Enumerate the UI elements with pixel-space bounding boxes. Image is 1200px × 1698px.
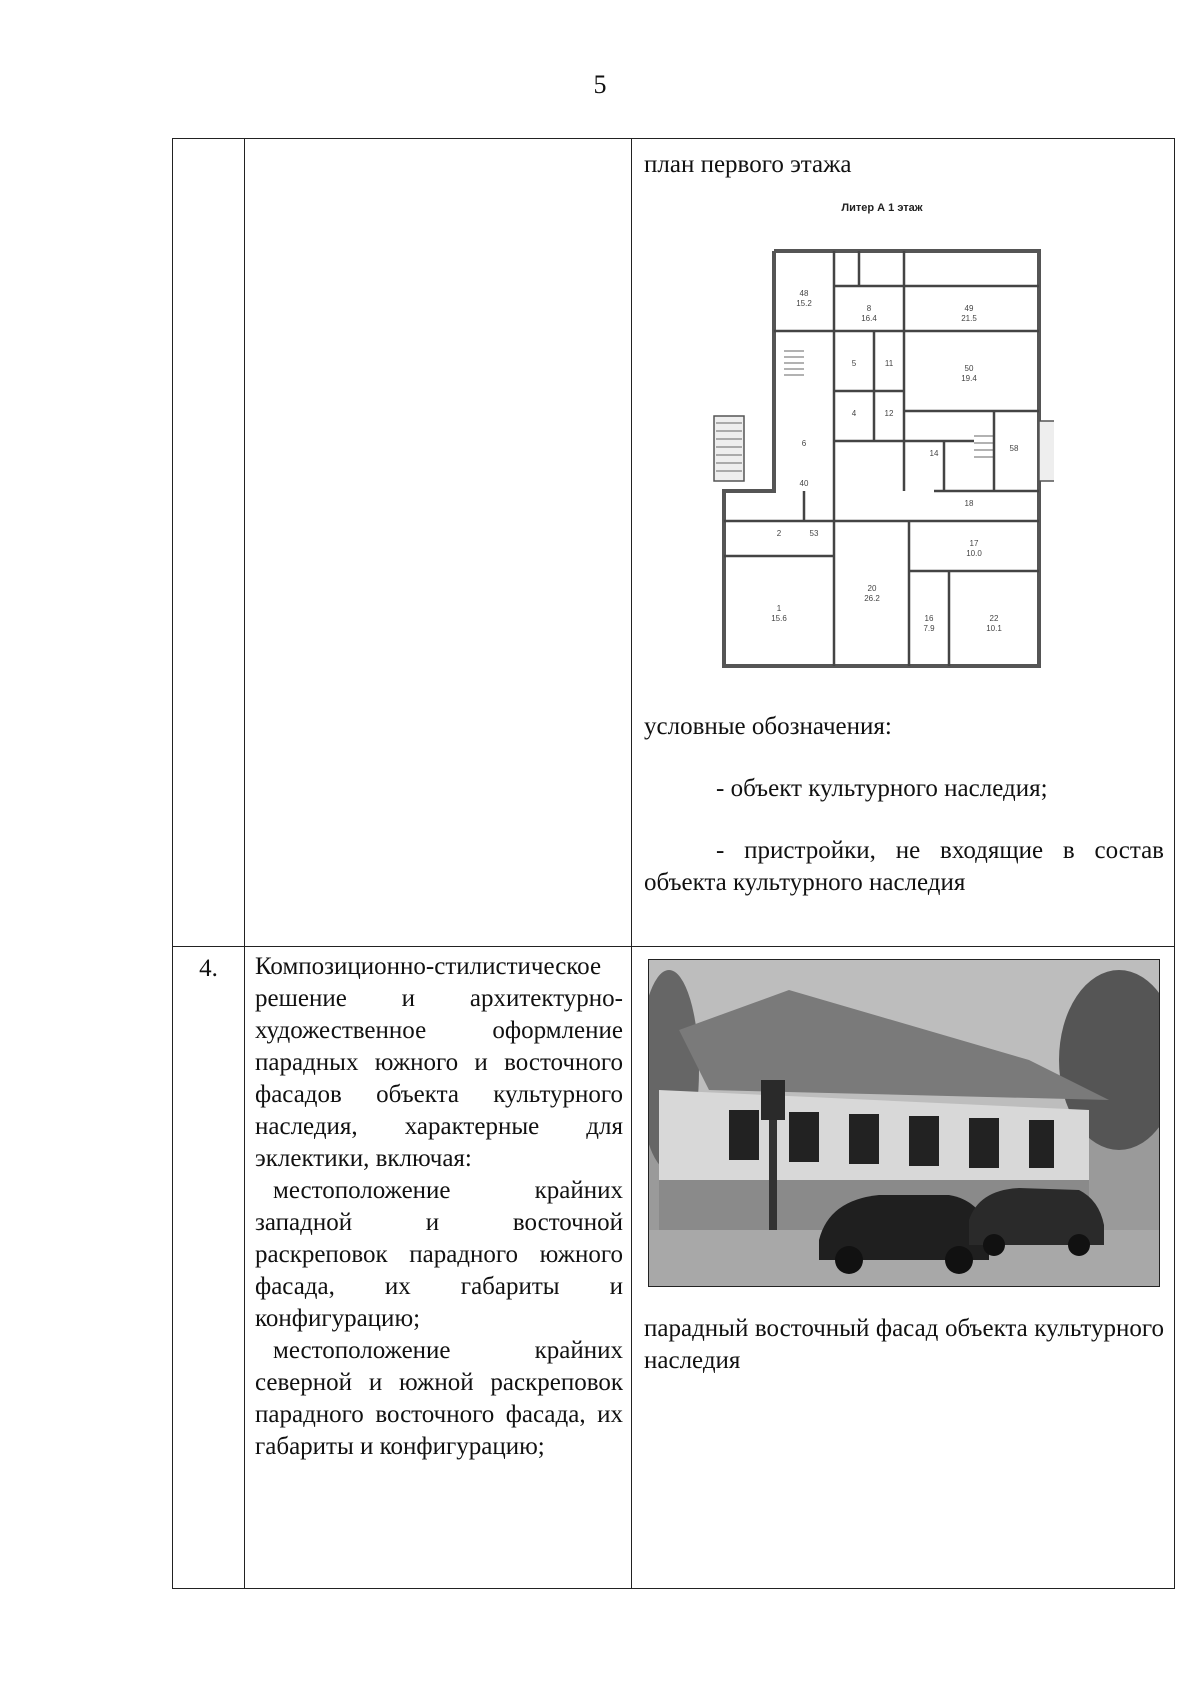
- criteria-item-east-facade: местоположение крайних северной и южной раскреповок парадного восточного фасада, их габариты и конфигурацию;: [255, 1337, 623, 1460]
- svg-text:50: 50: [964, 364, 974, 373]
- svg-text:1: 1: [776, 604, 782, 613]
- svg-text:19.4: 19.4: [961, 374, 977, 383]
- table-row: [173, 139, 1175, 947]
- svg-text:7.9: 7.9: [923, 624, 935, 633]
- svg-text:20: 20: [867, 584, 877, 593]
- svg-text:8: 8: [866, 304, 872, 313]
- svg-text:21.5: 21.5: [961, 314, 977, 323]
- svg-text:11: 11: [884, 359, 894, 368]
- number-cell-empty: [173, 139, 245, 947]
- svg-text:15.6: 15.6: [771, 614, 787, 623]
- svg-text:10.1: 10.1: [986, 624, 1002, 633]
- svg-text:12: 12: [884, 409, 894, 418]
- criteria-intro: Композиционно-стилистическое решение и архитектурно-художественное оформление парадных южного и восточного фасадов объекта культурного наследия, характерные для эклектики, включая:: [255, 953, 623, 1172]
- legend-item-heritage: - объект культурного наследия;: [716, 775, 1048, 802]
- plan-cell: [632, 139, 1175, 947]
- svg-text:16: 16: [924, 614, 934, 623]
- svg-text:58: 58: [1009, 444, 1019, 453]
- svg-text:14: 14: [929, 449, 939, 458]
- svg-text:16.4: 16.4: [861, 314, 877, 323]
- heritage-table: [172, 138, 1175, 1589]
- svg-text:22: 22: [989, 614, 999, 623]
- criteria-cell: [245, 947, 632, 1589]
- photo-caption: парадный восточный фасад объекта культурного наследия: [644, 1315, 1164, 1374]
- legend-title: условные обозначения:: [644, 713, 892, 740]
- legend-item-annexes: - пристройки, не входящие в состав объекта культурного наследия: [644, 837, 1164, 896]
- page-number: 5: [593, 70, 607, 99]
- svg-text:17: 17: [969, 539, 979, 548]
- svg-text:15.2: 15.2: [796, 299, 812, 308]
- svg-text:49: 49: [964, 304, 974, 313]
- photo-cell: [632, 947, 1175, 1589]
- svg-text:4: 4: [851, 409, 857, 418]
- svg-text:53: 53: [809, 529, 819, 538]
- criteria-item-south-facade: местоположение крайних западной и восточной раскреповок парадного южного фасада, их габариты и конфигурацию;: [255, 1177, 623, 1332]
- east-facade-photo: [648, 959, 1160, 1287]
- svg-text:6: 6: [801, 439, 807, 448]
- svg-text:48: 48: [799, 289, 809, 298]
- criteria-cell-empty: [245, 139, 632, 947]
- row-number: 4.: [173, 947, 245, 1589]
- plan-image-label: Литер А 1 этаж: [841, 202, 923, 214]
- plan-title: план первого этажа: [644, 151, 852, 178]
- table-row: [173, 947, 1175, 1589]
- svg-text:5: 5: [851, 359, 857, 368]
- svg-text:10.0: 10.0: [966, 549, 982, 558]
- svg-text:18: 18: [964, 499, 974, 508]
- floor-plan-image: [694, 191, 1054, 671]
- svg-text:2: 2: [776, 529, 782, 538]
- svg-text:26.2: 26.2: [864, 594, 880, 603]
- svg-text:40: 40: [799, 479, 809, 488]
